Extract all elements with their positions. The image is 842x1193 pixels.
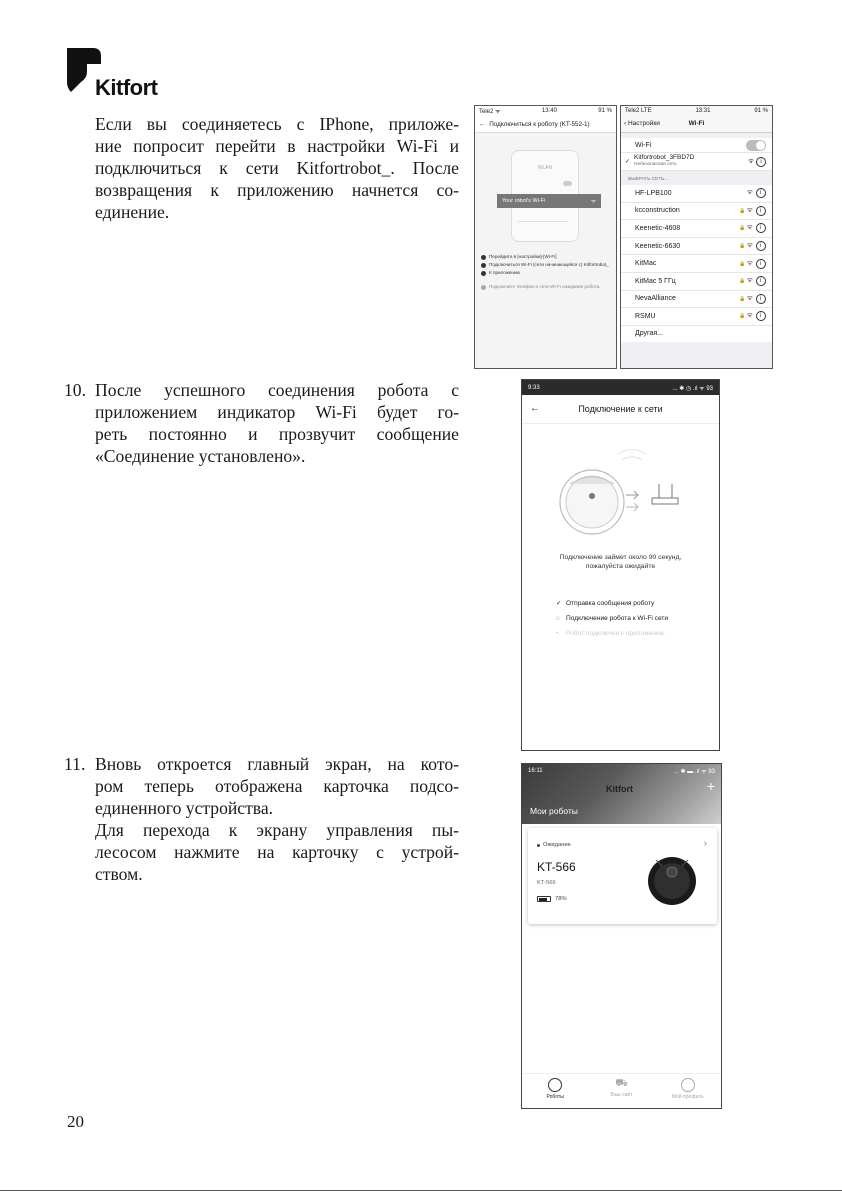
screenshot-ios-connect [474, 105, 617, 369]
pending-dot-icon: • [556, 630, 559, 637]
info-icon[interactable]: i [756, 294, 766, 304]
note-item [481, 284, 611, 290]
checkmark-icon: ✓ [625, 159, 631, 165]
add-robot-button[interactable]: + [706, 778, 715, 794]
back-label: Настройки [627, 120, 660, 127]
status-battery: 91 % [754, 108, 768, 114]
status-icons: ... ✱ ◷ .ıl ᯤ 93 [672, 385, 713, 392]
step-number-10: 10. [64, 380, 86, 400]
lock-icon: 🔒 [739, 313, 747, 320]
tab-robots[interactable] [522, 1074, 588, 1108]
text-line: ние попросит перейти в настройки Wi-Fi и [95, 136, 459, 156]
wifi-signal-icon: ᯤ [746, 189, 754, 197]
nav-bar [621, 116, 772, 133]
step-number-11: 11. [64, 754, 86, 774]
section-label: ВЫБРАТЬ СЕТЬ... [628, 177, 669, 182]
app-header [522, 395, 719, 424]
screenshot-android-home [521, 763, 722, 1109]
wifi-signal-icon: ᯤ [746, 242, 754, 250]
status-icons: ... ✱ ▬ .ıl ᯤ 93 [673, 769, 715, 775]
wifi-signal-icon: ᯤ [746, 224, 754, 232]
wifi-toggle[interactable] [746, 140, 766, 151]
network-row[interactable] [621, 273, 772, 291]
status-time: 13:40 [541, 108, 557, 114]
connection-steps [556, 596, 668, 641]
popup-text: Your robot's Wi-Fi [502, 198, 546, 204]
status-label: Ожидание [543, 842, 571, 848]
status-dot-icon [537, 844, 540, 847]
step-item [481, 262, 611, 268]
connected-network-row[interactable] [621, 153, 772, 171]
network-name: kcconstruction [635, 207, 680, 215]
step-text: К приложению [489, 270, 520, 275]
info-icon[interactable]: i [756, 276, 766, 286]
lock-icon: 🔒 [739, 243, 747, 250]
text-line: приложением индикатор Wi-Fi будет го- [95, 402, 459, 422]
status-time: 13:31 [695, 108, 711, 114]
back-button[interactable]: ‹ Настройки [624, 120, 660, 127]
step-text: Перейдите в [настройки]-[Wi-Fi] [489, 254, 557, 259]
step-text: Подключиться Wi-Fi (сети начинающейся с) Kitfortrobot_ [489, 262, 609, 267]
lock-icon: 🔒 [739, 207, 747, 214]
network-list [621, 185, 772, 326]
text-line: ром теперь отображена карточка подсо- [95, 776, 459, 796]
network-icons [739, 259, 766, 269]
lock-icon: 🔒 [739, 260, 747, 267]
wifi-signal-icon: ᯤ [746, 206, 754, 214]
battery-label: 78% [555, 896, 567, 902]
wait-line-1: Подключение займет около 90 секунд, [559, 554, 682, 561]
model-sub: KT-566 [537, 880, 556, 886]
network-icons [739, 294, 766, 304]
info-icon[interactable]: i [756, 157, 766, 167]
info-icon[interactable]: i [756, 311, 766, 321]
connection-illustration [522, 440, 719, 550]
status-carrier: Tele2 LTE [625, 108, 652, 114]
step-item [481, 254, 611, 260]
wifi-signal-icon: ᯤ [746, 294, 754, 302]
battery-icon [537, 896, 551, 902]
network-icons [739, 241, 766, 251]
status-time: 9:33 [528, 384, 540, 391]
network-icons [739, 223, 766, 233]
tab-label: Ваш сайт [610, 1092, 633, 1098]
network-name: KitMac 5 ГГц [635, 277, 676, 285]
header-title: Подключиться к роботу (KT-552-1) [489, 120, 590, 128]
wifi-popup [497, 194, 601, 208]
status-carrier: Tele2 ᯤ [479, 109, 501, 115]
step-item [481, 270, 611, 276]
status-time: 16:11 [528, 768, 543, 774]
step-bullet-icon [481, 271, 486, 276]
brand-logo [67, 48, 167, 98]
battery-row [537, 896, 567, 902]
chevron-right-icon[interactable]: › [703, 838, 707, 849]
wlan-toggle-icon [563, 181, 572, 186]
bottom-tab-bar [522, 1073, 721, 1108]
screenshot-ios-wifi [620, 105, 773, 369]
connected-network-name: Kitfortrobot_3FBD7D [634, 154, 695, 161]
network-row[interactable] [621, 255, 772, 273]
info-icon[interactable]: i [756, 188, 766, 198]
wlan-label: WLAN [537, 165, 553, 171]
step-item [556, 611, 668, 626]
robot-vacuum-image [642, 848, 702, 908]
wlan-line [518, 221, 568, 222]
back-arrow-icon[interactable]: ← [479, 120, 486, 128]
tab-profile[interactable] [655, 1074, 721, 1108]
battery-fill [539, 898, 548, 901]
lock-icon: 🔒 [739, 225, 747, 232]
step-label: Подключение робота к Wi-Fi сети [566, 615, 669, 622]
wifi-signal-icon: ᯤ [746, 259, 754, 267]
text-line: ством. [95, 864, 143, 884]
tab-label: Мой профиль [671, 1094, 704, 1100]
back-arrow-icon[interactable]: ← [530, 403, 540, 414]
info-icon[interactable]: i [756, 241, 766, 251]
status-battery: 91 % [598, 108, 612, 114]
info-icon[interactable]: i [756, 259, 766, 269]
app-header [475, 116, 616, 133]
network-name: RSMU [635, 312, 656, 320]
status-bar [522, 764, 721, 778]
network-name: Keenetic-4608 [635, 224, 681, 232]
wifi-signal-icon: ᯤ [746, 277, 754, 285]
network-icons [739, 311, 766, 321]
text-line: единенного устройства. [95, 798, 274, 818]
text-line: лесосом нажмите на карточку с устрой- [95, 842, 459, 862]
wait-line-2: пожалуйста ожидайте [585, 563, 656, 570]
header-title: Мои роботы [530, 806, 578, 816]
spinner-icon: ◌ [556, 615, 560, 622]
status-bar [475, 106, 616, 116]
note-bullet-icon [481, 285, 486, 290]
step-bullet-icon [481, 263, 486, 268]
text-line: возвращения к приложению начнется со- [95, 180, 459, 200]
wifi-icon: ᯤ [590, 199, 596, 205]
wait-text [522, 553, 719, 571]
network-name: HF-LPB100 [635, 189, 672, 197]
text-line: После успешного соединения робота с [95, 380, 459, 400]
network-name: KitMac [635, 260, 657, 268]
steps-list [481, 254, 611, 290]
header-brand: Kitfort [606, 784, 633, 794]
wifi-signal-icon: ᯤ [748, 158, 754, 165]
section-10-text [95, 379, 459, 467]
network-row[interactable] [621, 308, 772, 326]
info-icon[interactable]: i [756, 206, 766, 216]
section-1-text [95, 113, 459, 223]
logo-text: Kitfort [95, 75, 158, 100]
network-name: NevaAlliance [635, 295, 676, 303]
page-number: 20 [67, 1112, 84, 1131]
nav-title: Wi-Fi [688, 120, 705, 127]
network-row[interactable] [621, 203, 772, 221]
robot-card[interactable] [528, 828, 717, 924]
header-title: Подключение к сети [578, 404, 663, 414]
text-line: Для перехода к экрану управления пы- [95, 820, 459, 840]
step-label: Робот подключен к приложению [566, 630, 665, 637]
network-icons [739, 276, 766, 286]
check-icon: ✓ [556, 600, 562, 607]
step-item [556, 596, 668, 611]
bottom-rule [0, 1190, 842, 1191]
status-row [537, 842, 571, 848]
lock-icon: 🔒 [739, 295, 747, 302]
model-name: KT-566 [537, 860, 576, 874]
screenshot-android-connect [521, 379, 720, 751]
home-header [522, 764, 721, 824]
info-icon[interactable]: i [756, 223, 766, 233]
step-item [556, 626, 668, 641]
robot-tab-icon [548, 1078, 562, 1092]
other-network-row[interactable] [621, 326, 772, 342]
wifi-toggle-row[interactable] [621, 138, 772, 153]
status-bar [522, 380, 719, 395]
profile-icon [681, 1078, 695, 1092]
text-line: единение. [95, 202, 170, 222]
tab-label: Роботы [546, 1094, 564, 1100]
network-row[interactable] [621, 185, 772, 203]
section-11-text [95, 753, 459, 885]
text-line: Вновь откроется главный экран, на кото- [95, 754, 459, 774]
connected-network-sub: Небезопасная сеть [634, 161, 677, 167]
text-line: реть постоянно и прозвучит сообщение [95, 424, 459, 444]
network-icons [747, 188, 766, 198]
wifi-signal-icon: ᯤ [746, 312, 754, 320]
network-row[interactable] [621, 291, 772, 309]
text-line: Если вы соединяетесь с IPhone, приложе- [95, 114, 459, 134]
other-label: Другая... [635, 330, 663, 338]
network-row[interactable] [621, 238, 772, 256]
network-name: Keenetic-6630 [635, 242, 681, 250]
wifi-label: Wi-Fi [635, 141, 652, 149]
tab-store[interactable] [588, 1074, 654, 1108]
text-line: «Соединение установлено». [95, 446, 306, 466]
network-row[interactable] [621, 220, 772, 238]
step-bullet-icon [481, 255, 486, 260]
lock-icon: 🔒 [739, 278, 747, 285]
text-line: подключиться к сети Kitfortrobot_. После [95, 158, 459, 178]
step-label: Отправка сообщения роботу [566, 600, 655, 607]
note-text: Подключите телефон к сети Wi-Fi ожидания робота. [489, 284, 601, 289]
network-icons [739, 206, 766, 216]
cart-icon: ⛟ [615, 1078, 628, 1089]
status-bar [621, 106, 772, 116]
